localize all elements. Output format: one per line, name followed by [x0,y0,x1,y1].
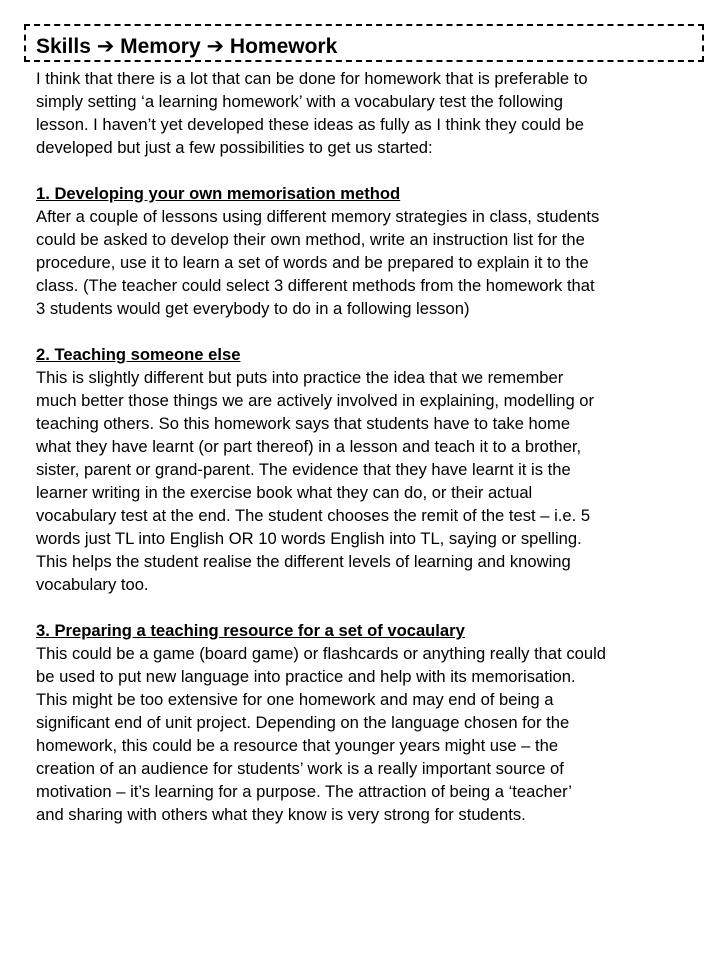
paragraph-gap [36,320,720,343]
text-line: I think that there is a lot that can be done for homework that is preferable to [36,69,588,88]
text-line: teaching others. So this homework says that students have to take home [36,414,571,433]
text-line: learner writing in the exercise book what they can do, or their actual [36,483,533,502]
document-body [36,67,720,826]
section-heading: 3. Preparing a teaching resource for a set of vocaulary [36,621,465,640]
section-1 [36,182,720,320]
text-line: vocabulary too. [36,575,149,594]
text-line: This might be too extensive for one homework and may end of being a [36,690,554,709]
text-line: This helps the student realise the different levels of learning and knowing [36,552,571,571]
section-heading: 1. Developing your own memorisation method [36,184,401,203]
text-line: lesson. I haven’t yet developed these ideas as fully as I think they could be [36,115,584,134]
text-line: be used to put new language into practice and help with its memorisation. [36,667,576,686]
paragraph-gap [36,596,720,619]
page-title: Skills ➔ Memory ➔ Homework [36,35,338,58]
text-line: procedure, use it to learn a set of words and be prepared to explain it to the [36,253,589,272]
section-3 [36,619,720,826]
text-line: simply setting ‘a learning homework’ with a vocabulary test the following [36,92,563,111]
text-line: significant end of unit project. Depending on the language chosen for the [36,713,570,732]
text-line: homework, this could be a resource that younger years might use – the [36,736,559,755]
section-heading: 2. Teaching someone else [36,345,241,364]
text-line: much better those things we are actively involved in explaining, modelling or [36,391,595,410]
text-line: creation of an audience for students’ work is a really important source of [36,759,564,778]
text-line: This is slightly different but puts into practice the idea that we remember [36,368,564,387]
text-line: vocabulary test at the end. The student chooses the remit of the test – i.e. 5 [36,506,591,525]
intro-paragraph [36,67,720,159]
text-line: This could be a game (board game) or flashcards or anything really that could [36,644,607,663]
text-line: motivation – it’s learning for a purpose. The attraction of being a ‘teacher’ [36,782,572,801]
text-line: and sharing with others what they know is very strong for students. [36,805,526,824]
section-2 [36,343,720,596]
text-line: words just TL into English OR 10 words English into TL, saying or spelling. [36,529,582,548]
text-line: class. (The teacher could select 3 different methods from the homework that [36,276,595,295]
text-line: developed but just a few possibilities to get us started: [36,138,433,157]
paragraph-gap [36,159,720,182]
text-line: 3 students would get everybody to do in a following lesson) [36,299,470,318]
text-line: could be asked to develop their own method, write an instruction list for the [36,230,585,249]
text-line: sister, parent or grand-parent. The evidence that they have learnt it is the [36,460,571,479]
text-line: After a couple of lessons using different memory strategies in class, students [36,207,600,226]
text-line: what they have learnt (or part thereof) in a lesson and teach it to a brother, [36,437,582,456]
